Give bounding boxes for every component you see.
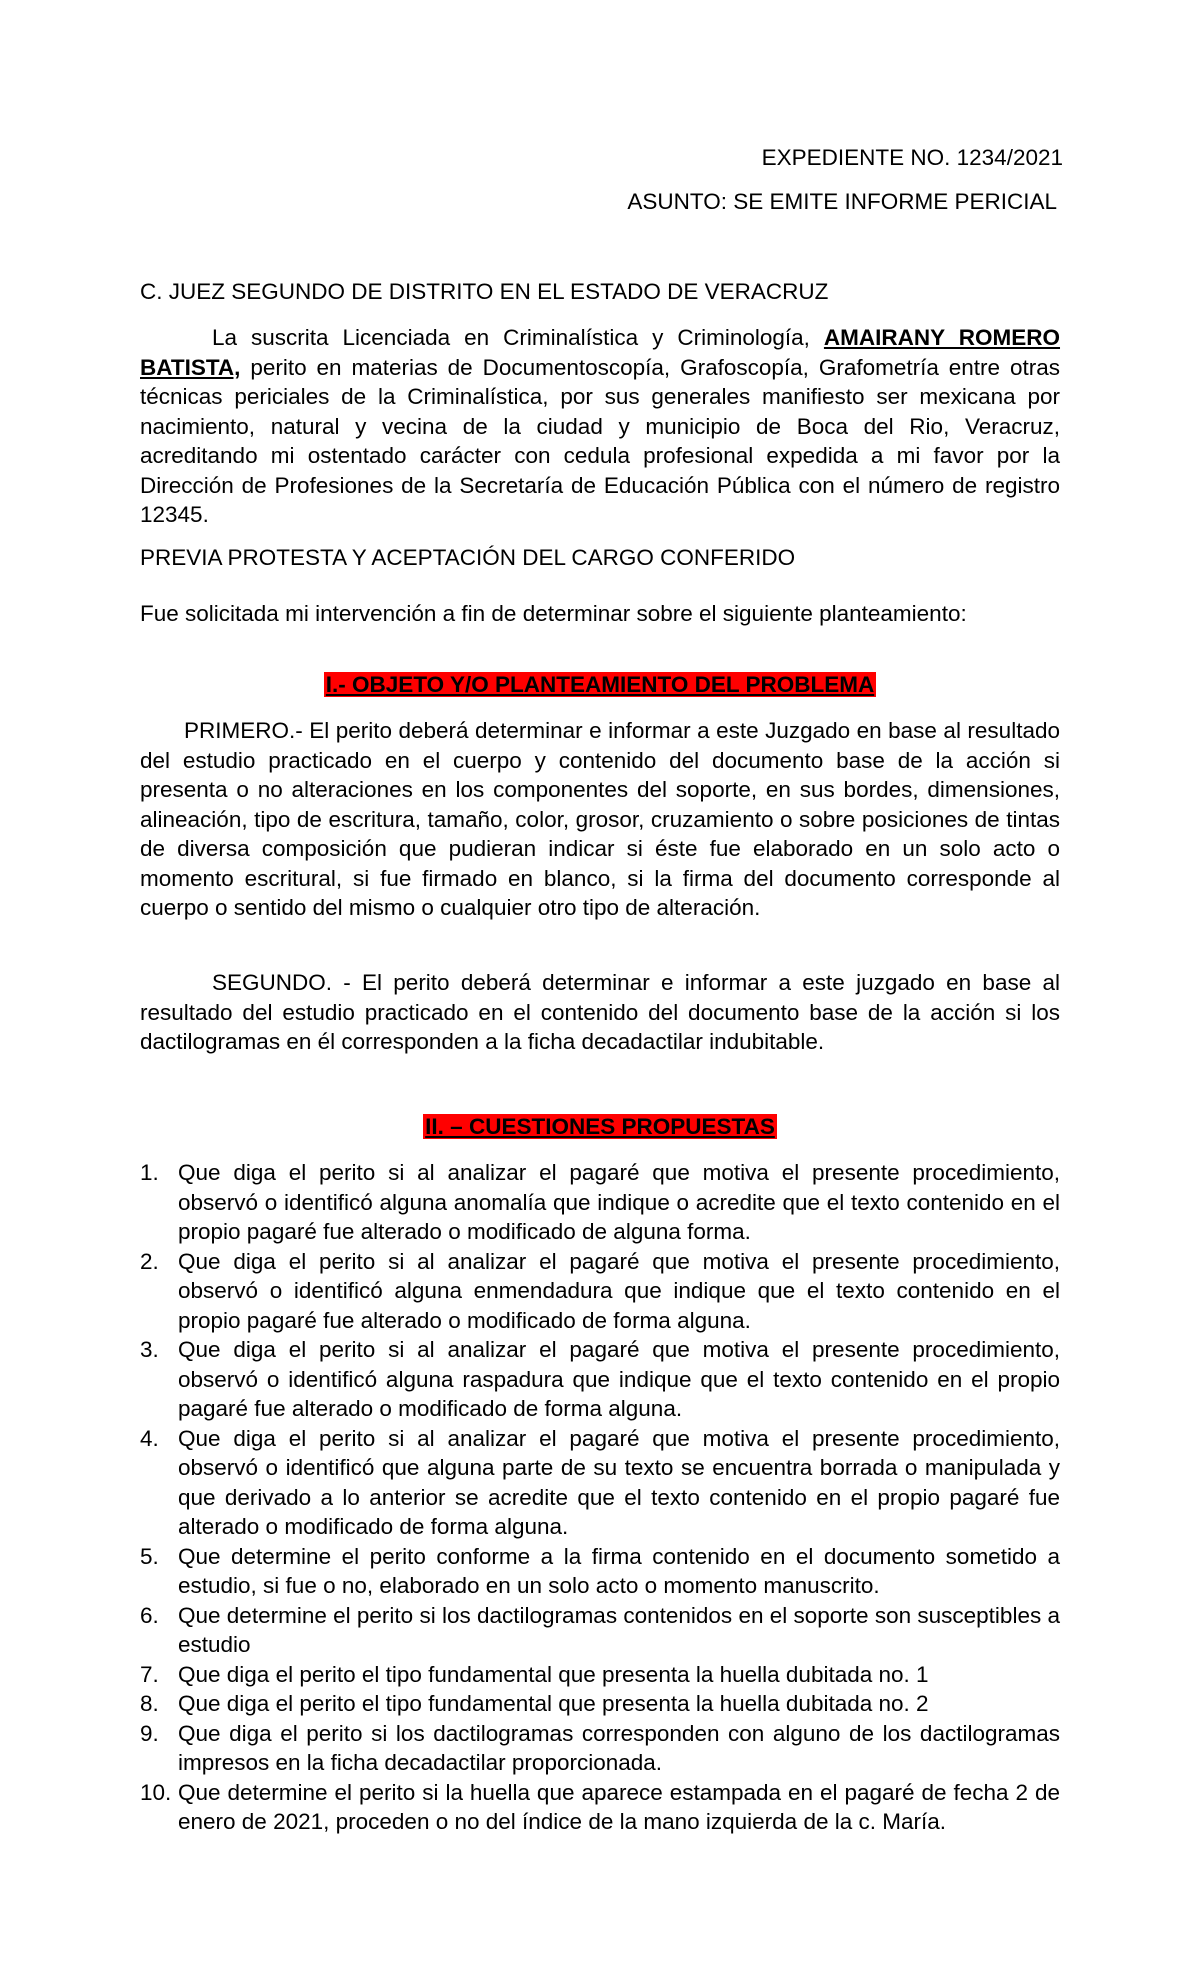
list-item-number: 4. [140,1425,159,1451]
primero-paragraph: PRIMERO.- El perito deberá determinar e informar a este Juzgado en base al resultado del estudio practicado en el cuerpo y contenido del documento base de la acción si presenta o no alteraciones en los componentes del soporte, en sus bordes, dimensiones, alineación, tipo de escritura, tamaño, color, grosor, cruzamiento o sobre posiciones de tintas de diversa composición que pudieran indicar si éste fue elaborado en un solo acto o momento escritural, si fue firmado en blanco, si la firma del documento corresponde al cuerpo o sentido del mismo o cualquier otro tipo de alteración. [140,718,1060,920]
section-2-title-text: II. – CUESTIONES PROPUESTAS [425,1114,775,1139]
list-item-text: Que determine el perito si la huella que aparece estampada en el pagaré de fecha 2 de enero de 2021, proceden o no del índice de la mano izquierda de la c. María. [178,1779,1060,1834]
list-item [140,1424,1060,1542]
list-item-number: 2. [140,1248,159,1274]
list-item [140,1335,1060,1424]
list-item-text: Que determine el perito conforme a la firma contenido en el documento sometido a estudio, si fue o no, elaborado en un solo acto o momento manuscrito. [178,1543,1060,1598]
list-item [140,1542,1060,1601]
list-item-text: Que diga el perito el tipo fundamental que presenta la huella dubitada no. 2 [178,1691,929,1716]
list-item-number: 10. [140,1779,172,1805]
list-item [140,1601,1060,1660]
intro-lead: La suscrita Licenciada en Criminalística y Criminología, [212,325,824,350]
list-item-number: 5. [140,1543,159,1569]
segundo-paragraph: SEGUNDO. - El perito deberá determinar e informar a este juzgado en base al resultado del estudio practicado en el contenido del documento base de la acción si los dactilogramas en él corresponden a la ficha decadactilar indubitable. [140,970,1060,1054]
list-item-text: Que diga el perito si al analizar el pagaré que motiva el presente procedimiento, observó o identificó alguna raspadura que indique que el texto contenido en el propio pagaré fue alterado o modificado de forma alguna. [178,1337,1060,1421]
section-2-title [140,1112,1060,1141]
asunto-line: ASUNTO: SE EMITE INFORME PERICIAL [627,189,1057,214]
list-item-number: 7. [140,1661,159,1687]
list-item-text: Que determine el perito si los dactilogramas contenidos en el soporte son susceptibles a estudio [178,1602,1060,1657]
list-item [140,1719,1060,1778]
list-item-number: 8. [140,1691,159,1716]
list-item-text: Que diga el perito el tipo fundamental que presenta la huella dubitada no. 1 [178,1661,929,1687]
list-item-text: Que diga el perito si al analizar el pagaré que motiva el presente procedimiento, observó o identificó que alguna parte de su texto se encuentra borrada o manipulada y que derivado a lo anterior se acredite que el texto contenido en el propio pagaré fue alterado o modificado de forma alguna. [178,1425,1060,1539]
list-item-text: Que diga el perito si al analizar el pagaré que motiva el presente procedimiento, observó o identificó alguna enmendadura que indique que el texto contenido en el propio pagaré fue alterado o modificado de forma alguna. [178,1248,1060,1333]
protesta-line: PREVIA PROTESTA Y ACEPTACIÓN DEL CARGO CONFERIDO [140,545,796,570]
list-item [140,1778,1060,1837]
questions-list [140,1158,1060,1837]
list-item [140,1158,1060,1247]
list-item-number: 9. [140,1720,159,1746]
list-item-number: 3. [140,1337,159,1362]
intro-rest: perito en materias de Documentoscopía, Grafoscopía, Grafometría entre otras técnicas periciales de la Criminalística, por sus generales manifiesto ser mexicana por nacimiento, natural y vecina de la ciudad y municipio de Boca del Rio, Veracruz, acreditando mi ostentado carácter con cedula profesional expedida a mi favor por la Dirección de Profesiones de la Secretaría de Educación Pública con el número de registro 12345. [140,354,1060,527]
section-1-title-text: I.- OBJETO Y/O PLANTEAMIENTO DEL PROBLEMA [325,672,875,697]
list-item-text: Que diga el perito si al analizar el pagaré que motiva el presente procedimiento, observó o identificó alguna anomalía que indique o acredite que el texto contenido en el propio pagaré fue alterado o modificado de alguna forma. [178,1160,1060,1244]
list-item-number: 1. [140,1160,159,1185]
section-1-title [140,670,1060,699]
list-item [140,1689,1060,1719]
intro-paragraph [140,323,1060,530]
expert-name: AMAIRANY ROMERO BATISTA, [140,325,1061,380]
list-item-text: Que diga el perito si los dactilogramas corresponden con alguno de los dactilogramas impresos en la ficha decadactilar proporcionada. [178,1720,1060,1775]
list-item [140,1247,1060,1336]
solicitud-line: Fue solicitada mi intervención a fin de determinar sobre el siguiente planteamiento: [140,601,967,626]
expediente-number: EXPEDIENTE NO. 1234/2021 [761,145,1063,170]
list-item-number: 6. [140,1602,159,1628]
list-item [140,1660,1060,1690]
addressee-line: C. JUEZ SEGUNDO DE DISTRITO EN EL ESTADO DE VERACRUZ [140,279,829,304]
